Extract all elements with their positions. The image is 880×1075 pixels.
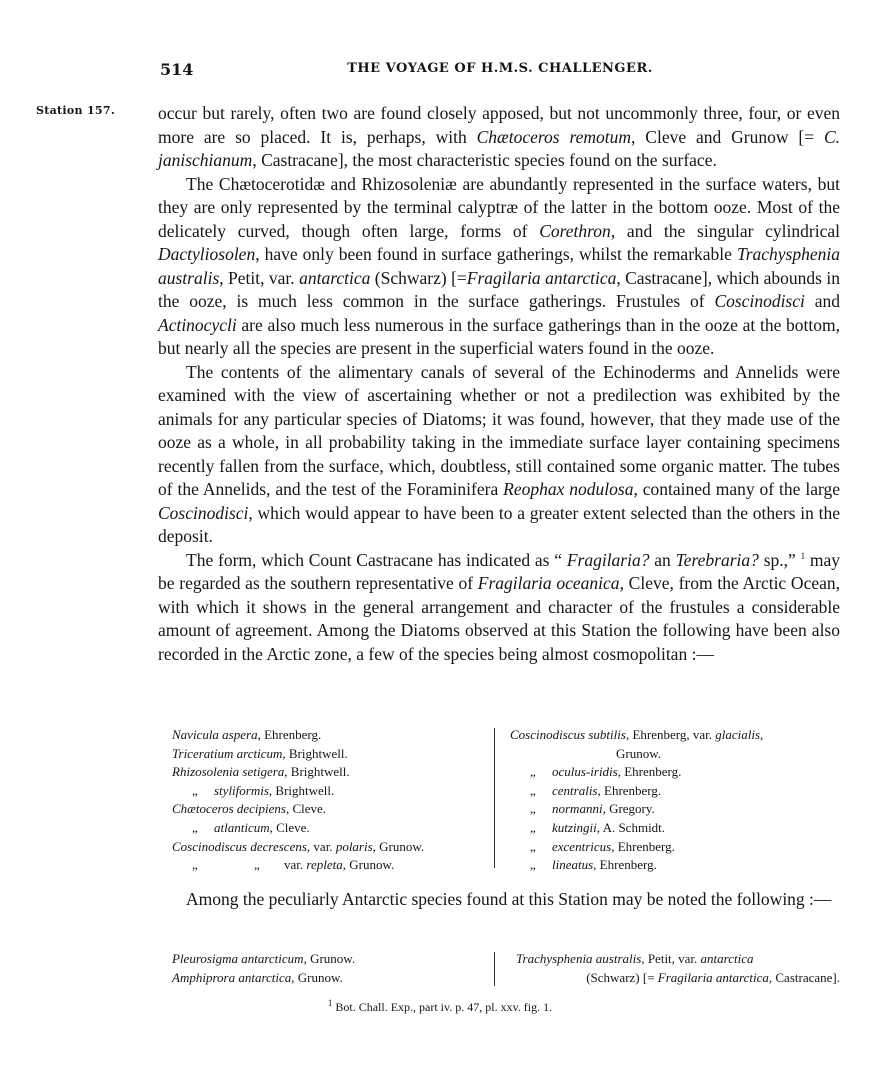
authority: , Cleve. bbox=[269, 819, 310, 835]
text-run: , Petit, var. bbox=[219, 267, 300, 288]
antarctic-intro bbox=[158, 888, 840, 912]
ditto-mark: „ bbox=[192, 857, 198, 873]
species-entry bbox=[172, 745, 490, 764]
species-name: lineatus bbox=[552, 857, 594, 873]
authority: , A. Schmidt. bbox=[596, 819, 666, 835]
footnote-ref: 1 bbox=[800, 550, 806, 561]
authority: , Grunow. bbox=[303, 951, 356, 966]
text-run: (Schwarz) [= bbox=[370, 267, 467, 288]
ditto-mark: „ bbox=[530, 782, 536, 798]
footnote-text: Bot. Chall. Exp., part iv. p. 47, pl. xxv. fig. 1. bbox=[332, 1000, 553, 1014]
species-name: Coscinodiscus subtilis bbox=[510, 727, 626, 742]
species-name: Chætoceros decipiens bbox=[172, 801, 286, 817]
italic-term: Fragilaria oceanica bbox=[477, 573, 620, 593]
species-entry bbox=[510, 745, 840, 764]
species-name: Triceratium arcticum bbox=[172, 745, 283, 761]
antarctic-list-right bbox=[516, 950, 840, 987]
authority: , Gregory. bbox=[602, 801, 655, 817]
antarctic-list-left bbox=[172, 950, 490, 987]
species-entry bbox=[510, 856, 840, 875]
species-entry bbox=[510, 726, 840, 745]
ditto-mark: „ bbox=[530, 801, 536, 817]
species-name: Pleurosigma antarcticum bbox=[172, 951, 304, 966]
footnote bbox=[0, 1000, 880, 1015]
ditto-mark: „ bbox=[530, 857, 536, 873]
italic-term: Actinocycli bbox=[158, 314, 237, 335]
italic-term: Trachysphenia australis bbox=[158, 244, 840, 288]
authority: , Ehrenberg, var. bbox=[625, 727, 716, 742]
species-entry bbox=[516, 950, 840, 969]
authority: , Ehrenberg. bbox=[593, 857, 657, 873]
authority: , Brightwell. bbox=[282, 745, 348, 761]
species-name: Navicula aspera bbox=[172, 727, 258, 742]
variety-name: glacialis bbox=[715, 727, 761, 742]
text-run: , Cleve and Grunow [= bbox=[631, 126, 824, 147]
text-run: , which would appear to have been to a greater extent selected than the others in the deposit. bbox=[158, 502, 840, 546]
text-run: an bbox=[649, 549, 676, 570]
species-entry bbox=[172, 969, 490, 988]
species-name: centralis bbox=[552, 782, 598, 798]
variety-name: antarctica bbox=[700, 951, 754, 966]
variety-name: polaris bbox=[335, 838, 373, 854]
column-divider bbox=[494, 728, 495, 868]
authority: , Ehrenberg. bbox=[597, 782, 662, 798]
ditto-mark: „ bbox=[254, 857, 260, 873]
species-name: Coscinodiscus decrescens bbox=[172, 838, 307, 854]
species-entry bbox=[172, 726, 490, 745]
text-run: , Cleve, from the Arctic Ocean, with which it shows in the general arrangement and character of the frustules a considerable amount of agreement. Among the Diatoms observed at this Station the following have been also recorded in the Arctic zone, a few of the species being almost cosmopolitan :— bbox=[158, 573, 840, 664]
body-text bbox=[158, 102, 840, 666]
authority: , var. bbox=[306, 838, 336, 854]
authority: , Brightwell. bbox=[268, 782, 335, 798]
page-header bbox=[160, 60, 840, 84]
continuation: Grunow. bbox=[616, 745, 662, 761]
species-entry bbox=[510, 763, 840, 782]
authority: , Brightwell. bbox=[284, 764, 350, 780]
species-entry bbox=[510, 819, 840, 838]
species-name: Rhizosolenia setigera bbox=[172, 764, 285, 780]
authority: , Petit, var. bbox=[641, 951, 701, 966]
authority: , bbox=[760, 727, 764, 742]
text-run: occur but rarely, often two are found closely apposed, but not uncommonly three, four, or even more are so placed. It is, perhaps, with bbox=[158, 103, 840, 147]
authority: , Ehrenberg. bbox=[611, 838, 675, 854]
species-entry bbox=[516, 969, 840, 988]
page-number: 514 bbox=[160, 60, 194, 79]
ditto-mark: „ bbox=[530, 838, 536, 854]
text-run: , contained many of the large bbox=[633, 479, 840, 499]
italic-term: C. janischianum bbox=[158, 126, 841, 170]
species-entry bbox=[172, 856, 490, 875]
text-run: The form, which Count Castracane has indicated as “ bbox=[186, 549, 567, 570]
paragraph-3 bbox=[158, 361, 840, 549]
paragraph-2 bbox=[158, 173, 840, 361]
species-name: Fragilaria antarctica bbox=[657, 969, 769, 985]
column-divider bbox=[494, 952, 495, 986]
ditto-mark: „ bbox=[192, 782, 198, 798]
italic-term: antarctica bbox=[299, 267, 371, 288]
species-entry bbox=[172, 800, 490, 819]
continuation: (Schwarz) [= bbox=[586, 969, 658, 985]
italic-term: Chætoceros remotum bbox=[476, 126, 632, 147]
paragraph-4 bbox=[158, 549, 840, 667]
authority: , Ehrenberg. bbox=[257, 727, 322, 742]
italic-term: Coscinodisci bbox=[158, 502, 249, 523]
arctic-list-right bbox=[510, 726, 840, 875]
text-run: are also much less numerous in the surface gatherings than in the ooze at the bottom, but nearly all the species are present in the superficial waters found in the ooze. bbox=[158, 314, 840, 358]
species-name: atlanticum bbox=[214, 819, 270, 835]
text-run: The contents of the alimentary canals of several of the Echinoderms and Annelids were examined with the view of ascertaining whether or not a predilection was exhibited by the animals for any particular species of Diatoms; it was found, however, that they made use of the ooze as a whole, in all probability taking in the immediate surface layer containing specimens recently fallen from the surface, which, doubtless, still contained some organic matter. The tubes of the Annelids, and the test of the Foraminifera bbox=[158, 361, 840, 499]
italic-term: Reophax nodulosa bbox=[503, 479, 634, 499]
running-title: THE VOYAGE OF H.M.S. CHALLENGER. bbox=[347, 61, 653, 76]
footnote-marker: 1 bbox=[327, 998, 333, 1008]
species-name: excentricus bbox=[552, 838, 612, 854]
arctic-list-left bbox=[172, 726, 490, 875]
italic-term: Fragilaria antarctica bbox=[466, 267, 617, 288]
authority: var. bbox=[284, 857, 307, 873]
station-margin-label: Station 157. bbox=[36, 104, 115, 117]
italic-term: Corethron bbox=[539, 220, 611, 241]
species-entry bbox=[172, 782, 490, 801]
species-entry bbox=[172, 950, 490, 969]
species-name: Trachysphenia australis bbox=[516, 951, 642, 966]
authority: , Ehrenberg. bbox=[617, 764, 682, 780]
authority: , Grunow. bbox=[342, 857, 395, 873]
paragraph-1 bbox=[158, 102, 840, 173]
text-run: , Castracane], which abounds in the ooze, is much less common in the surface gatherings. Frustules of bbox=[158, 267, 840, 311]
species-entry bbox=[172, 819, 490, 838]
authority: , Grunow. bbox=[291, 969, 343, 985]
ditto-mark: „ bbox=[530, 764, 536, 780]
ditto-mark: „ bbox=[530, 819, 536, 835]
species-entry bbox=[510, 800, 840, 819]
species-name: styliformis bbox=[214, 782, 269, 798]
species-entry bbox=[172, 838, 490, 857]
text-run: and bbox=[804, 291, 840, 311]
text-run: The Chætocerotidæ and Rhizosoleniæ are abundantly represented in the surface waters, but they are only represented by the terminal calyptræ of the latter in the bottom ooze. Most of the delicately curved, though often large, forms of bbox=[158, 173, 840, 241]
authority: , Castracane]. bbox=[768, 969, 840, 985]
paragraph-5 bbox=[158, 888, 840, 912]
italic-term: Terebraria? bbox=[675, 549, 759, 570]
species-name: oculus-iridis bbox=[552, 764, 618, 780]
species-name: normanni bbox=[552, 801, 603, 817]
text-run: , Castracane], the most characteristic species found on the surface. bbox=[252, 150, 717, 170]
italic-term: Fragilaria? bbox=[566, 549, 650, 570]
text-run: may be regarded as the southern representative of bbox=[158, 549, 840, 593]
text-run: , have only been found in surface gatherings, whilst the remarkable bbox=[255, 244, 737, 264]
italic-term: Coscinodisci bbox=[714, 291, 805, 311]
species-entry bbox=[510, 838, 840, 857]
text-run: , and the singular cylindrical bbox=[610, 220, 840, 241]
authority: , Grunow. bbox=[372, 838, 425, 854]
variety-name: repleta bbox=[306, 857, 343, 873]
species-entry bbox=[172, 763, 490, 782]
authority: , Cleve. bbox=[285, 801, 327, 817]
species-name: kutzingii bbox=[552, 819, 597, 835]
text-run: Among the peculiarly Antarctic species found at this Station may be noted the following :— bbox=[186, 889, 832, 909]
italic-term: Dactyliosolen bbox=[158, 244, 256, 264]
species-entry bbox=[510, 782, 840, 801]
text-run: sp.,” bbox=[758, 549, 801, 570]
species-name: Amphiprora antarctica bbox=[172, 969, 292, 985]
ditto-mark: „ bbox=[192, 819, 198, 835]
